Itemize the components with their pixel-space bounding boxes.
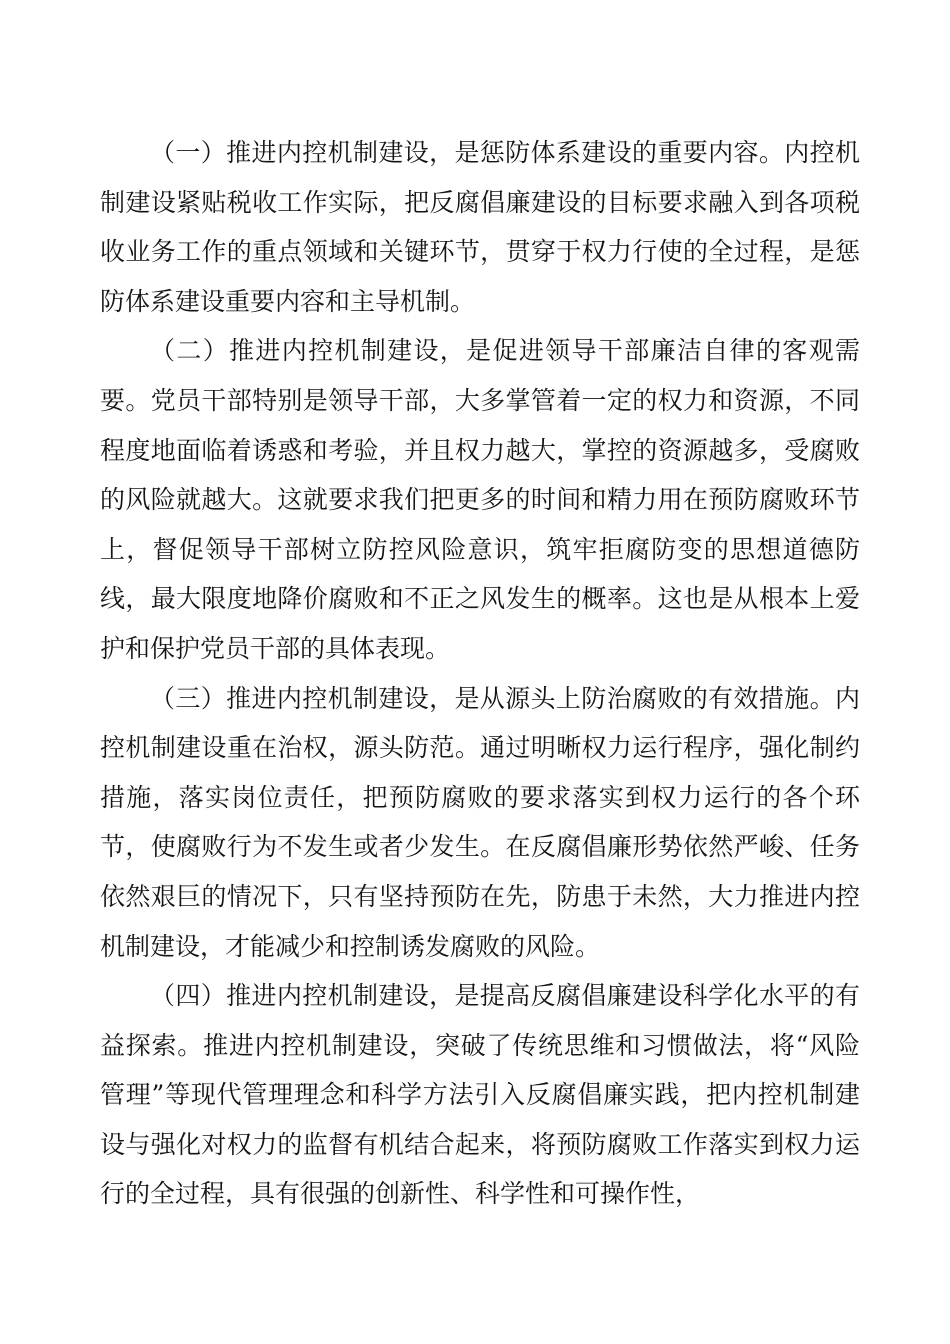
- paragraph-1: （一）推进内控机制建设，是惩防体系建设的重要内容。内控机制建设紧贴税收工作实际，把反腐倡廉建设的目标要求融入到各项税收业务工作的重点领域和关键环节，贯穿于权力行使的全过程，是惩防体系建设重要内容和主导机制。: [100, 138, 860, 316]
- paragraph-3: （三）推进内控机制建设，是从源头上防治腐败的有效措施。内控机制建设重在治权，源头防范。通过明晰权力运行程序，强化制约措施，落实岗位责任，把预防腐败的要求落实到权力运行的各个环节，使腐败行为不发生或者少发生。在反腐倡廉形势依然严峻、任务依然艰巨的情况下，只有坚持预防在先，防患于未然，大力推进内控机制建设，才能减少和控制诱发腐败的风险。: [100, 683, 860, 961]
- document-body: [100, 128, 860, 1219]
- paragraph-4: （四）推进内控机制建设，是提高反腐倡廉建设科学化水平的有益探索。推进内控机制建设，突破了传统思维和习惯做法，将“风险管理”等现代管理理念和科学方法引入反腐倡廉实践，把内控机制建设与强化对权力的监督有机结合起来，将预防腐败工作落实到权力运行的全过程，具有很强的创新性、科学性和可操作性，: [100, 981, 860, 1209]
- paragraph-2: （二）推进内控机制建设，是促进领导干部廉洁自律的客观需要。党员干部特别是领导干部，大多掌管着一定的权力和资源，不同程度地面临着诱惑和考验，并且权力越大，掌控的资源越多，受腐败的风险就越大。这就要求我们把更多的时间和精力用在预防腐败环节上，督促领导干部树立防控风险意识，筑牢拒腐防变的思想道德防线，最大限度地降价腐败和不正之风发生的概率。这也是从根本上爱护和保护党员干部的具体表现。: [100, 336, 860, 663]
